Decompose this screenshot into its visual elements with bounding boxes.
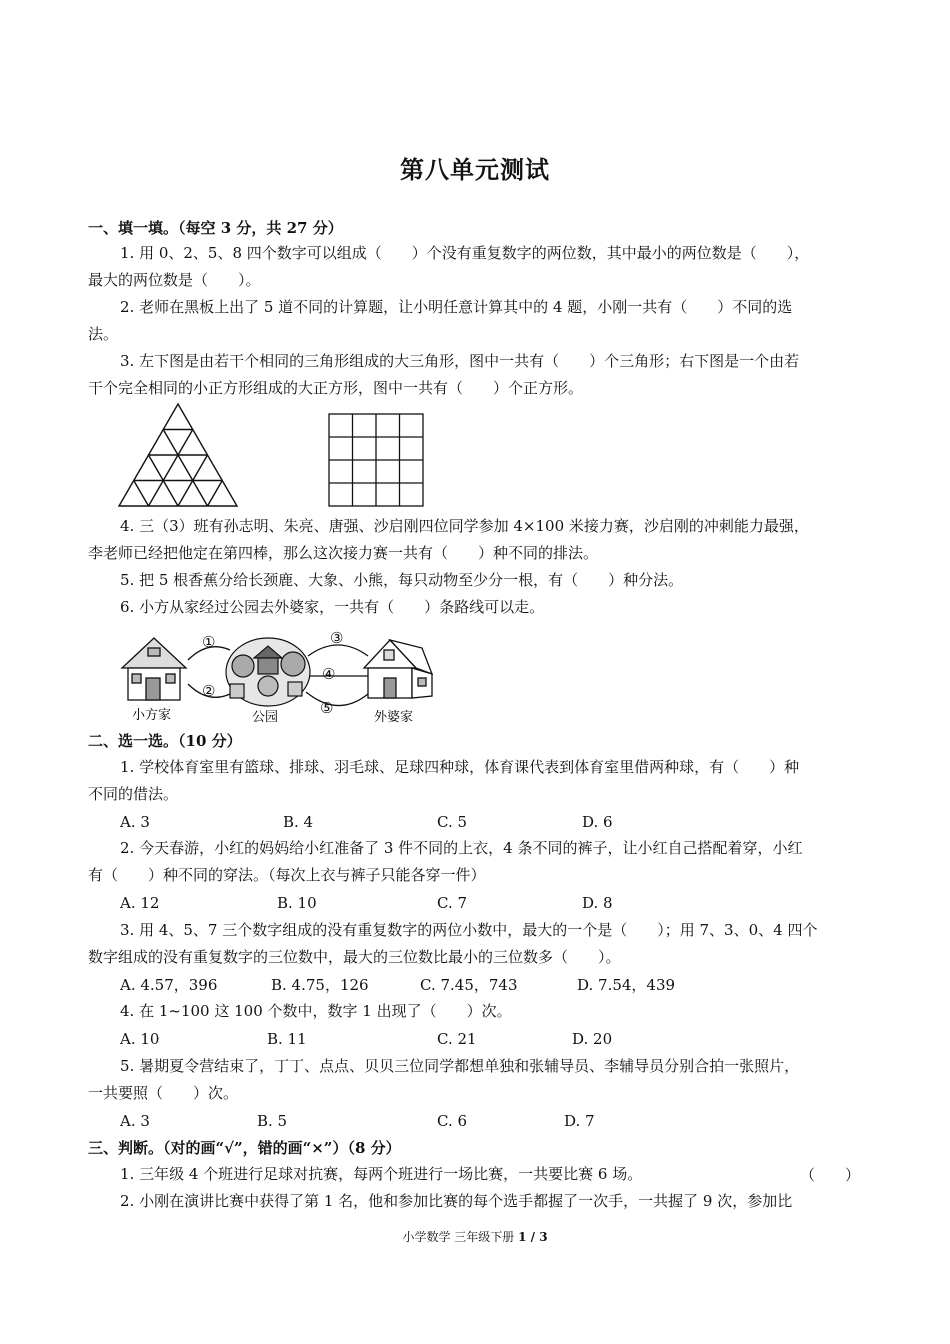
map-grandma-label: 外婆家 <box>374 710 414 725</box>
route-4-label: ④ <box>322 665 336 683</box>
option-a: A. 3 <box>120 1112 150 1130</box>
page-number: 1 / 3 <box>518 1230 548 1244</box>
option-d: D. 20 <box>572 1030 613 1048</box>
option-b: B. 4.75，126 <box>271 976 369 994</box>
option-a: A. 12 <box>120 894 160 912</box>
route-2-label: ② <box>202 682 216 700</box>
option-a: A. 3 <box>120 813 150 831</box>
s1-q3-line1: 3. 左下图是由若干个相同的三角形组成的大三角形，图中一共有（ ）个三角形；右下图是一个由若 <box>120 352 800 370</box>
option-b: B. 10 <box>277 894 317 912</box>
grandma-house-icon <box>364 640 432 698</box>
s2-q2-line1: 2. 今天春游，小红的妈妈给小红准备了 3 件不同的上衣，4 条不同的裤子，让小红自己搭配着穿，小红 <box>120 839 803 857</box>
option-d: D. 6 <box>582 813 613 831</box>
option-c: C. 21 <box>437 1030 477 1048</box>
s1-q2-line2: 法。 <box>88 325 119 343</box>
s1-q1-line2: 最大的两位数是（ ）。 <box>88 271 261 289</box>
home-house-icon <box>122 638 186 700</box>
option-c: C. 5 <box>437 813 468 831</box>
route-5-label: ⑤ <box>320 699 334 717</box>
s3-q1-answer-parens: （ ） <box>800 1166 861 1184</box>
option-a: A. 4.57，396 <box>120 976 218 994</box>
route-1-label: ① <box>202 633 216 651</box>
s2-q4: 4. 在 1~100 这 100 个数中，数字 1 出现了（ ）次。 <box>120 1002 512 1020</box>
section-2-heading: 二、选一选。（10 分） <box>88 732 242 750</box>
map-home-label: 小方家 <box>132 708 172 723</box>
option-b: B. 4 <box>283 813 314 831</box>
s3-q1: 1. 三年级 4 个班进行足球对抗赛，每两个班进行一场比赛，一共要比赛 6 场。 <box>120 1165 643 1183</box>
page-title: 第八单元测试 <box>400 155 550 184</box>
s2-q5-line2: 一共要照（ ）次。 <box>88 1084 239 1102</box>
s1-q1-line1: 1. 用 0、2、5、8 四个数字可以组成（ ）个没有重复数字的两位数，其中最小的两位数是（ ）， <box>120 244 810 262</box>
s1-q3-line2: 干个完全相同的小正方形组成的大正方形，图中一共有（ ）个正方形。 <box>88 379 584 397</box>
park-icon <box>226 638 310 706</box>
route-3-label: ③ <box>330 629 344 647</box>
s2-q3-line1: 3. 用 4、5、7 三个数字组成的没有重复数字的两位小数中，最大的一个是（ ）；用 7、3、0、4 四个 <box>120 921 818 939</box>
triangle-figure <box>118 403 238 507</box>
s2-q1-line1: 1. 学校体育室里有篮球、排球、羽毛球、足球四种球，体育课代表到体育室里借两种球，有（ ）种 <box>120 758 800 776</box>
option-d: D. 8 <box>582 894 613 912</box>
map-park-label: 公园 <box>252 710 279 725</box>
option-c: C. 6 <box>437 1112 468 1130</box>
s1-q5: 5. 把 5 根香蕉分给长颈鹿、大象、小熊，每只动物至少分一根，有（ ）种分法。 <box>120 571 684 589</box>
route-map-figure <box>118 626 438 726</box>
option-d: D. 7.54，439 <box>577 976 676 994</box>
option-b: B. 5 <box>257 1112 288 1130</box>
s2-q2-line2: 有（ ）种不同的穿法。（每次上衣与裤子只能各穿一件） <box>88 866 486 884</box>
s3-q2-line1: 2. 小刚在演讲比赛中获得了第 1 名，他和参加比赛的每个选手都握了一次手，一共握了 9 次，参加比 <box>120 1192 793 1210</box>
option-c: C. 7.45，743 <box>420 976 518 994</box>
page-footer <box>0 1228 950 1245</box>
s2-q1-line2: 不同的借法。 <box>88 785 179 803</box>
section-1-heading: 一、填一填。（每空 3 分，共 27 分） <box>88 219 343 237</box>
section-3-heading: 三、判断。（对的画“√”，错的画“×”）（8 分） <box>88 1139 401 1157</box>
s2-q3-line2: 数字组成的没有重复数字的三位数中，最大的三位数比最小的三位数多（ ）。 <box>88 948 621 966</box>
footer-text: 小学数学 三年级下册 <box>402 1230 515 1244</box>
square-grid-figure <box>328 413 424 507</box>
s1-q4-line2: 李老师已经把他定在第四棒，那么这次接力赛一共有（ ）种不同的排法。 <box>88 544 599 562</box>
option-b: B. 11 <box>267 1030 307 1048</box>
option-c: C. 7 <box>437 894 468 912</box>
option-a: A. 10 <box>120 1030 160 1048</box>
s1-q4-line1: 4. 三（3）班有孙志明、朱亮、唐强、沙启刚四位同学参加 4×100 米接力赛，沙启刚的冲刺能力最强， <box>120 517 809 535</box>
option-d: D. 7 <box>564 1112 595 1130</box>
s1-q2-line1: 2. 老师在黑板上出了 5 道不同的计算题，让小明任意计算其中的 4 题，小刚一共有（ ）不同的选 <box>120 298 793 316</box>
s1-q6: 6. 小方从家经过公园去外婆家，一共有（ ）条路线可以走。 <box>120 598 545 616</box>
s2-q5-line1: 5. 暑期夏令营结束了，丁丁、点点、贝贝三位同学都想单独和张辅导员、李辅导员分别合拍一张照片， <box>120 1057 800 1075</box>
